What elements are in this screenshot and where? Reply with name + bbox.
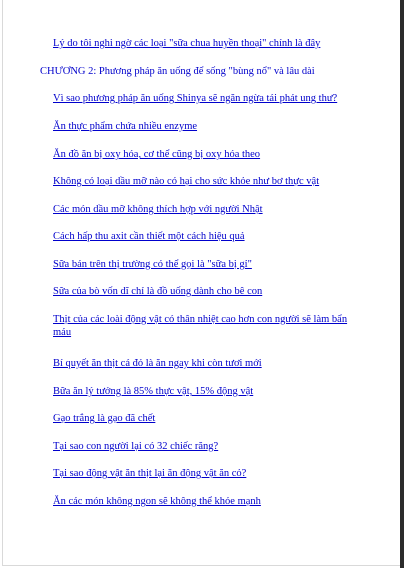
toc-link[interactable]: Bữa ăn lý tưởng là 85% thực vật, 15% động vật: [53, 386, 254, 397]
toc-item[interactable]: [53, 230, 245, 243]
toc-link[interactable]: Gạo trắng là gạo đã chết: [53, 413, 156, 424]
toc-link[interactable]: Sữa của bò vốn dĩ chỉ là đồ uống dành cho bê con: [53, 286, 263, 297]
toc-link[interactable]: Cách hấp thu axit cần thiết một cách hiệu quả: [53, 231, 245, 242]
toc-link[interactable]: Không có loại dầu mỡ nào có hại cho sức khỏe như bơ thực vật: [53, 176, 320, 187]
toc-item[interactable]: [53, 385, 253, 398]
toc-link[interactable]: Vì sao phương pháp ăn uống Shinya sẽ ngăn ngừa tái phát ung thư?: [53, 93, 338, 104]
toc-link[interactable]: Thịt của các loài động vật có thân nhiệt cao hơn con người sẽ làm bẩn máu: [53, 314, 348, 338]
toc-chapter-heading[interactable]: [40, 65, 315, 78]
toc-item[interactable]: [53, 148, 260, 161]
toc-link[interactable]: Tại sao động vật ăn thịt lại ăn động vật ăn cỏ?: [53, 468, 247, 479]
viewer-edge: [400, 0, 404, 568]
toc-link[interactable]: Ăn các món không ngon sẽ không thể khỏe mạnh: [53, 496, 261, 507]
toc-link[interactable]: Tại sao con người lại có 32 chiếc răng?: [53, 441, 219, 452]
chapter-link[interactable]: CHƯƠNG 2: Phương pháp ăn uống để sống "bùng nổ" và lâu dài: [40, 66, 315, 77]
document-page: [2, 0, 402, 566]
toc-link[interactable]: Bí quyết ăn thịt cá đỏ là ăn ngay khi còn tươi mới: [53, 358, 262, 369]
toc-item[interactable]: [53, 120, 197, 133]
toc-link[interactable]: Các món dầu mỡ không thích hợp với người Nhật: [53, 204, 263, 215]
toc-item[interactable]: [53, 313, 363, 339]
toc-item[interactable]: [53, 440, 218, 453]
toc-item[interactable]: [53, 495, 261, 508]
toc-item[interactable]: [53, 175, 319, 188]
toc-item[interactable]: [53, 285, 262, 298]
toc-item[interactable]: [53, 467, 246, 480]
toc-link[interactable]: Ăn đồ ăn bị oxy hóa, cơ thể cũng bị oxy hóa theo: [53, 149, 261, 160]
toc-item[interactable]: [53, 357, 262, 370]
toc-link[interactable]: Lý do tôi nghi ngờ các loại "sữa chua huyền thoại" chính là đây: [53, 38, 321, 49]
toc-item[interactable]: [53, 412, 155, 425]
toc-link[interactable]: Sữa bán trên thị trường có thể gọi là "sữa bị gỉ": [53, 259, 252, 270]
toc-link[interactable]: Ăn thực phẩm chứa nhiều enzyme: [53, 121, 198, 132]
toc-item[interactable]: [53, 92, 337, 105]
toc-item[interactable]: [53, 258, 252, 271]
toc-item[interactable]: [53, 37, 320, 50]
toc-item[interactable]: [53, 203, 263, 216]
